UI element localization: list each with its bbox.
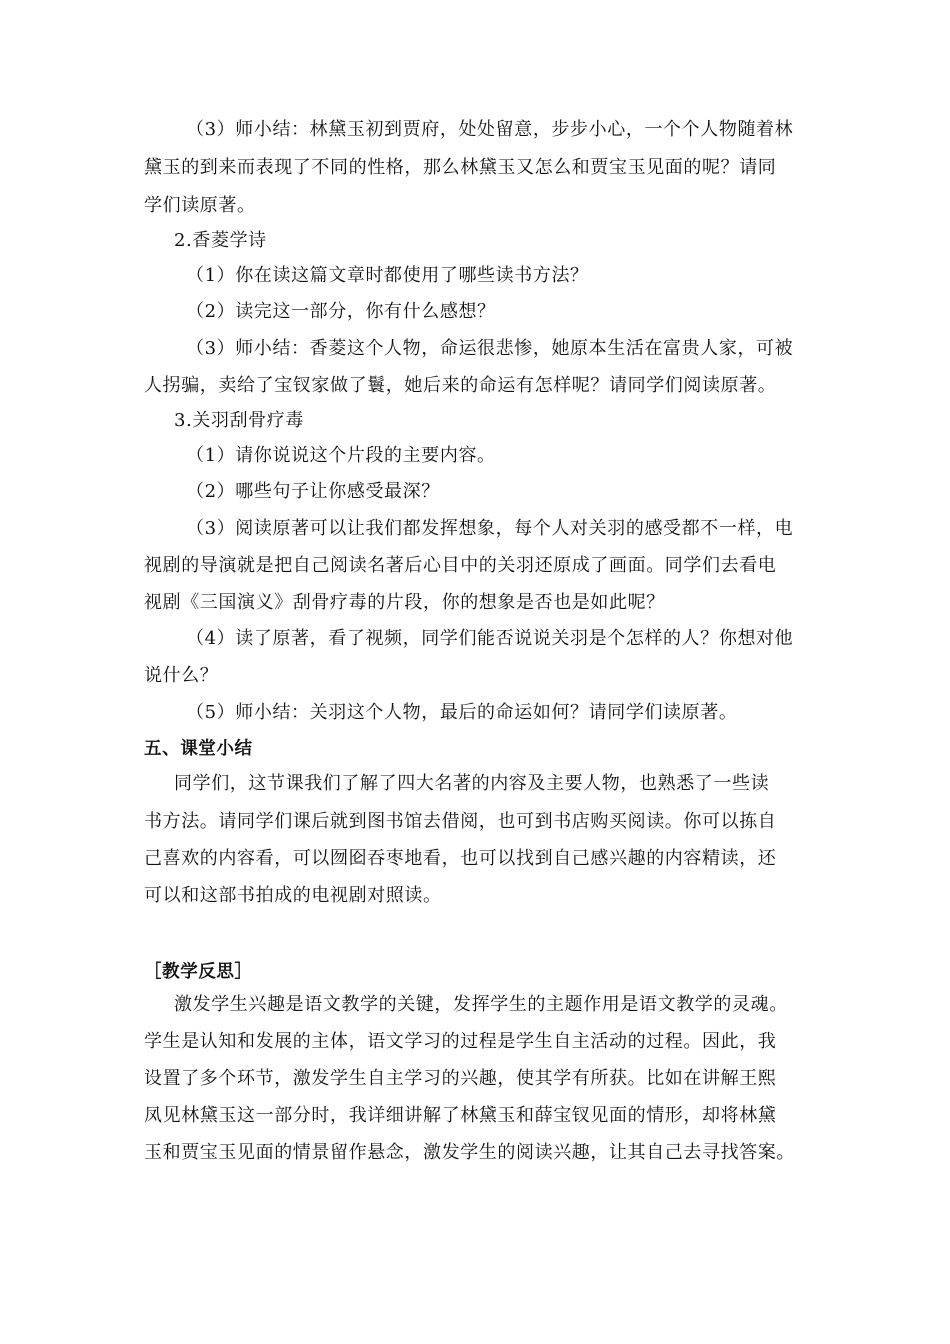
- text-line: 视剧《三国演义》刮骨疗毒的片段，你的想象是否也是如此呢？: [144, 592, 665, 613]
- text-line: （2）哪些句子让你感受最深？: [186, 481, 440, 502]
- text-line: （2）读完这一部分，你有什么感想？: [186, 301, 496, 322]
- text-line: （1）请你说说这个片段的主要内容。: [186, 445, 496, 466]
- section-heading-xiangling: 2.香菱学诗: [174, 230, 267, 251]
- text-line: （1）你在读这篇文章时都使用了哪些读书方法？: [186, 265, 589, 286]
- text-line: （4）读了原著，看了视频，同学们能否说说关羽是个怎样的人？你想对他: [186, 628, 794, 649]
- section-heading-summary: 五、课堂小结: [144, 739, 253, 759]
- text-line: （5）师小结：关羽这个人物，最后的命运如何？请同学们读原著。: [186, 702, 738, 723]
- text-line: （3）师小结：林黛玉初到贾府，处处留意，步步小心，一个个人物随着林: [186, 119, 794, 140]
- text-line: 书方法。请同学们课后就到图书馆去借阅，也可到书店购买阅读。你可以拣自: [144, 811, 777, 832]
- text-line: 黛玉的到来而表现了不同的性格，那么林黛玉又怎么和贾宝玉见面的呢？请同: [144, 157, 777, 178]
- text-line: 说什么？: [144, 665, 219, 686]
- text-line: （3）师小结：香菱这个人物，命运很悲惨，她原本生活在富贵人家，可被: [186, 338, 794, 359]
- text-line: （3）阅读原著可以让我们都发挥想象，每个人对关羽的感受都不一样，电: [186, 518, 794, 539]
- text-line: 人拐骗，卖给了宝钗家做了鬟，她后来的命运有怎样呢？请同学们阅读原著。: [144, 375, 777, 396]
- text-line: 学们读原著。: [144, 195, 256, 216]
- text-line: 同学们，这节课我们了解了四大名著的内容及主要人物，也熟悉了一些读: [174, 773, 770, 794]
- text-line: 设置了多个环节，激发学生自主学习的兴趣，使其学有所获。比如在讲解王熙: [144, 1068, 777, 1089]
- text-line: 视剧的导演就是把自己阅读名著后心目中的关羽还原成了画面。同学们去看电: [144, 555, 777, 576]
- text-line: 己喜欢的内容看，可以囫囵吞枣地看，也可以找到自己感兴趣的内容精读，还: [144, 848, 777, 869]
- section-heading-reflection: ［教学反思］: [144, 962, 253, 982]
- text-line: 学生是认知和发展的主体，语文学习的过程是学生自主活动的过程。因此，我: [144, 1031, 777, 1052]
- text-line: 玉和贾宝玉见面的情景留作悬念，激发学生的阅读兴趣，让其自己去寻找答案。: [144, 1142, 795, 1163]
- text-line: 激发学生兴趣是语文教学的关键，发挥学生的主题作用是语文教学的灵魂。: [174, 994, 788, 1015]
- section-heading-guanyu: 3.关羽刮骨疗毒: [174, 410, 304, 431]
- text-line: 凤见林黛玉这一部分时，我详细讲解了林黛玉和薛宝钗见面的情形，却将林黛: [144, 1105, 777, 1126]
- text-line: 可以和这部书拍成的电视剧对照读。: [144, 885, 442, 906]
